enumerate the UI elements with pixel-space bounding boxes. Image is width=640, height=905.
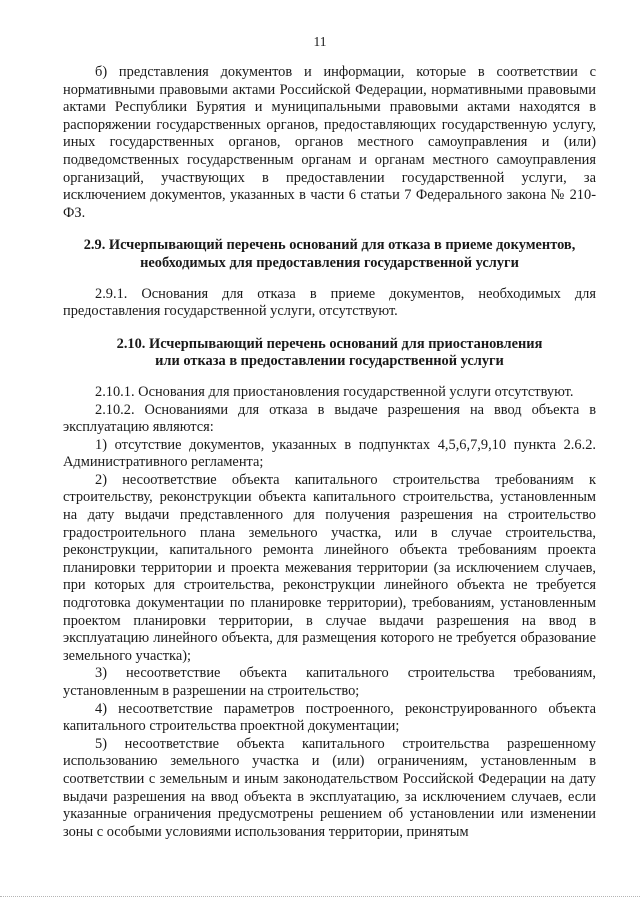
list-item-3: 3) несоответствие объекта капитального строительства требованиям, установленным в разрешении на строительство; [63, 665, 596, 699]
paragraph-2-9-1: 2.9.1. Основания для отказа в приеме документов, необходимых для предоставления государственной услуги, отсутствуют. [63, 285, 596, 320]
paragraph-2-10-1: 2.10.1. Основания для приостановления государственной услуги отсутствуют. [95, 383, 574, 400]
document-body [63, 64, 596, 841]
list-item-2: 2) несоответствие объекта капитального строительства требованиям к строительству, реконструкции объекта капитального строительства, установленным на дату выдачи представленного для получения разрешения на строительство градостроительного плана земельного участка, или в случае строительства, реконструкции, капитального ремонта линейного объекта требованиям проекта планировки территории и проекта межевания территории (за исключением случаев, при которых для строительства, реконструкции линейного объекта не требуется подготовка документации по планировке территории), требованиям, установленным проектом планировки территории, в случае выдачи разрешения на ввод в эксплуатацию линейного объекта, для размещения которого не требуется образование земельного участка); [63, 471, 596, 664]
list-item-4: 4) несоответствие параметров построенного, реконструированного объекта капитального строительства проектной документации; [63, 700, 596, 735]
section-2-9-heading-line1: 2.9. Исчерпывающий перечень оснований для отказа в приеме документов, [83, 237, 576, 254]
section-2-10-heading-line1: 2.10. Исчерпывающий перечень оснований для приостановления [116, 335, 543, 352]
section-2-10-heading-line2: или отказа в предоставлении государственной услуги [155, 353, 504, 370]
list-item-1: 1) отсутствие документов, указанных в подпунктах 4,5,6,7,9,10 пункта 2.6.2. Административного регламента; [63, 436, 596, 471]
section-2-9-heading-line2: необходимых для предоставления государственной услуги [140, 254, 519, 271]
page-number: 11 [313, 34, 327, 49]
list-item-5: 5) несоответствие объекта капитального строительства разрешенному использованию земельного участка и (или) ограничениям, установленным в соответствии с земельным и иным законодательством Российской Федерации на дату выдачи разрешения на ввод объекта в эксплуатацию, за исключением случаев, если указанные ограничения предусмотрены решением об установлении или изменении зоны с особыми условиями использования территории, принятым [63, 735, 596, 840]
section-2-9 [63, 237, 596, 320]
section-2-10 [63, 336, 596, 842]
paragraph-b: б) представления документов и информации, которые в соответствии с нормативными правовыми актами Российской Федерации, нормативными правовыми актами Республики Бурятия и муниципальными правовыми актами находятся в распоряжении государственных органов, предоставляющих государственную услугу, иных государственных органов, органов местного самоуправления и (или) подведомственных государственным органам и органам местного самоуправления организаций, участвующих в предоставлении государственной услуги, за исключением документов, указанных в части 6 статьи 7 Федерального закона № 210-ФЗ. [63, 64, 596, 221]
paragraph-2-10-2: 2.10.2. Основаниями для отказа в выдаче разрешения на ввод объекта в эксплуатацию являются: [63, 401, 596, 436]
bottom-divider [0, 896, 640, 897]
